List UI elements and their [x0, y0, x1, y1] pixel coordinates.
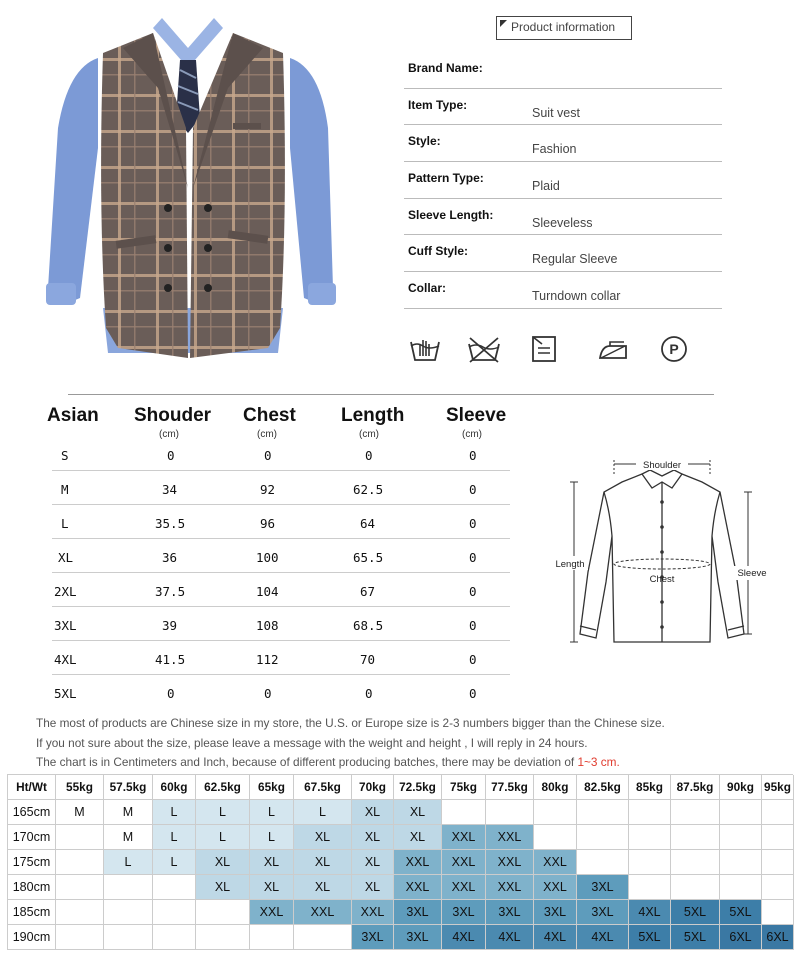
grid-size-cell: 6XL [762, 925, 794, 950]
grid-size-cell: XXL [486, 825, 534, 850]
size-cell: 37.5 [155, 584, 186, 599]
product-info-title: Product information [496, 16, 632, 40]
grid-size-cell: 4XL [534, 925, 577, 950]
info-value: Fashion [532, 142, 577, 157]
size-cell: 0 [469, 550, 477, 565]
info-value: Plaid [532, 179, 560, 194]
info-value: Sleeveless [532, 215, 593, 230]
info-value: Regular Sleeve [532, 252, 618, 267]
grid-size-cell: 4XL [486, 925, 534, 950]
grid-size-cell [720, 825, 762, 850]
grid-size-cell [153, 875, 196, 900]
grid-weight-header: 95kg [762, 775, 794, 800]
grid-size-cell: 3XL [486, 900, 534, 925]
svg-text:P: P [669, 341, 679, 357]
size-cell: 0 [167, 448, 175, 463]
info-label: Pattern Type: [408, 171, 484, 186]
grid-size-cell: L [153, 825, 196, 850]
size-cell: 64 [360, 516, 376, 531]
info-row-cuff-style [404, 235, 722, 272]
size-cell: 65.5 [353, 550, 384, 565]
grid-weight-header: 82.5kg [577, 775, 629, 800]
size-cell: 0 [469, 482, 477, 497]
grid-size-cell: XL [294, 825, 352, 850]
grid-size-cell: L [153, 850, 196, 875]
size-cell: XL [58, 550, 74, 565]
size-cell: M [61, 482, 69, 497]
grid-weight-header: 80kg [534, 775, 577, 800]
grid-size-cell [534, 800, 577, 825]
grid-weight-header: 87.5kg [671, 775, 720, 800]
grid-size-cell: 6XL [720, 925, 762, 950]
size-cell: 0 [469, 652, 477, 667]
height-weight-size-grid [7, 774, 793, 950]
size-cell: S [61, 448, 69, 463]
note-line: The most of products are Chinese size in my store, the U.S. or Europe size is 2-3 numbers bigger than the Chinese size. [36, 716, 665, 730]
grid-size-cell [56, 875, 104, 900]
grid-size-cell [577, 825, 629, 850]
grid-size-cell [671, 800, 720, 825]
grid-size-cell [762, 800, 794, 825]
grid-size-cell [720, 800, 762, 825]
grid-size-cell: XL [196, 850, 250, 875]
grid-size-cell: M [56, 800, 104, 825]
grid-height-header: 175cm [8, 850, 56, 875]
size-row [52, 573, 510, 607]
note-deviation: 1~3 cm. [577, 755, 620, 769]
grid-size-cell: XL [294, 850, 352, 875]
grid-size-cell [250, 925, 294, 950]
grid-size-cell: XL [250, 850, 294, 875]
iron-icon [596, 334, 630, 364]
section-divider [68, 394, 714, 395]
grid-size-cell: XXL [442, 850, 486, 875]
size-cell: 67 [360, 584, 376, 599]
grid-size-cell [56, 925, 104, 950]
grid-size-cell: XXL [442, 825, 486, 850]
info-row-pattern [404, 162, 722, 199]
grid-size-cell [196, 900, 250, 925]
size-row [52, 471, 510, 505]
size-row [52, 607, 510, 641]
grid-size-cell: 4XL [442, 925, 486, 950]
size-unit: (cm) [462, 429, 482, 440]
diagram-shoulder-label: Shoulder [642, 460, 682, 471]
grid-size-cell: XXL [394, 875, 442, 900]
grid-size-cell: XXL [534, 875, 577, 900]
info-label: Style: [408, 134, 441, 149]
size-cell: 96 [260, 516, 276, 531]
grid-size-cell: XXL [486, 850, 534, 875]
size-unit: (cm) [359, 429, 379, 440]
grid-size-cell: M [104, 825, 153, 850]
grid-size-cell: XXL [294, 900, 352, 925]
grid-weight-header: 70kg [352, 775, 394, 800]
size-header-chest: Chest [243, 405, 296, 426]
info-row-style [404, 125, 722, 162]
grid-size-cell: L [250, 825, 294, 850]
grid-size-cell: 5XL [720, 900, 762, 925]
measurement-diagram [552, 452, 772, 652]
size-header-length: Length [341, 405, 405, 426]
grid-size-cell: 3XL [577, 875, 629, 900]
grid-size-cell [104, 875, 153, 900]
grid-size-cell: XXL [486, 875, 534, 900]
grid-weight-header: 85kg [629, 775, 671, 800]
info-label: Item Type: [408, 97, 468, 112]
size-cell: 41.5 [155, 652, 186, 667]
size-cell: 0 [469, 516, 477, 531]
grid-size-cell: 5XL [671, 925, 720, 950]
grid-weight-header: 65kg [250, 775, 294, 800]
grid-size-cell [486, 800, 534, 825]
grid-size-cell: L [104, 850, 153, 875]
grid-size-cell [104, 900, 153, 925]
grid-size-cell [720, 850, 762, 875]
grid-size-cell: XL [352, 800, 394, 825]
info-value: Suit vest [532, 105, 580, 120]
diagram-sleeve-label: Sleeve [737, 568, 767, 579]
grid-size-cell: XXL [394, 850, 442, 875]
info-label: Sleeve Length: [408, 207, 494, 222]
grid-size-cell [629, 850, 671, 875]
size-cell: 36 [162, 550, 178, 565]
diagram-length-label: Length [555, 559, 585, 570]
size-cell: 62.5 [353, 482, 384, 497]
grid-size-cell [629, 825, 671, 850]
grid-size-cell [671, 875, 720, 900]
hand-wash-icon [408, 334, 442, 364]
size-cell: 34 [162, 482, 178, 497]
grid-size-cell: L [196, 825, 250, 850]
product-photo-vest [28, 8, 358, 378]
grid-size-cell: M [104, 800, 153, 825]
grid-size-cell: L [294, 800, 352, 825]
size-cell: 92 [260, 482, 276, 497]
info-label: Cuff Style: [408, 244, 468, 259]
grid-size-cell: 3XL [577, 900, 629, 925]
note-line: If you not sure about the size, please leave a message with the weight and height , I will reply in 24 hours. [36, 735, 588, 750]
product-info-rows [404, 52, 722, 309]
grid-size-cell [534, 825, 577, 850]
size-cell: 0 [469, 686, 477, 701]
grid-size-cell: 5XL [671, 900, 720, 925]
tumble-dry-icon [530, 334, 560, 364]
size-cell: 2XL [54, 584, 77, 599]
grid-size-cell: XL [196, 875, 250, 900]
grid-size-cell: XL [294, 875, 352, 900]
note-text: The chart is in Centimeters and Inch, because of different producing batches, there may be deviation of [36, 755, 575, 769]
grid-size-cell [762, 875, 794, 900]
grid-size-cell: XXL [250, 900, 294, 925]
size-row [52, 675, 510, 709]
grid-size-cell: XXL [534, 850, 577, 875]
grid-size-cell: XL [352, 825, 394, 850]
size-cell: 100 [256, 550, 279, 565]
size-cell: 0 [365, 686, 373, 701]
size-cell: 35.5 [155, 516, 186, 531]
grid-weight-header: 75kg [442, 775, 486, 800]
grid-size-cell: XXL [352, 900, 394, 925]
size-cell: 0 [264, 448, 272, 463]
size-cell: 0 [469, 618, 477, 633]
grid-weight-header: 67.5kg [294, 775, 352, 800]
size-row [52, 437, 510, 471]
grid-size-cell [104, 925, 153, 950]
grid-weight-header: 55kg [56, 775, 104, 800]
grid-size-cell: 3XL [534, 900, 577, 925]
grid-size-cell [196, 925, 250, 950]
grid-size-cell [720, 875, 762, 900]
note-line [36, 753, 665, 773]
diagram-chest-label: Chest [649, 574, 675, 585]
care-icons [408, 334, 718, 366]
size-cell: 3XL [54, 618, 77, 633]
info-row-collar [404, 272, 722, 309]
size-header-asian: Asian [47, 405, 99, 426]
info-row-item-type [404, 89, 722, 126]
grid-weight-header: 72.5kg [394, 775, 442, 800]
size-cell: L [61, 516, 69, 531]
grid-height-header: 165cm [8, 800, 56, 825]
grid-size-cell [153, 925, 196, 950]
size-row [52, 641, 510, 675]
size-header-shoulder: Shouder [134, 405, 212, 426]
grid-size-cell: L [196, 800, 250, 825]
size-unit: (cm) [257, 429, 277, 440]
grid-size-cell: 3XL [394, 900, 442, 925]
grid-size-cell [762, 900, 794, 925]
grid-size-cell: 5XL [629, 925, 671, 950]
grid-size-cell [577, 800, 629, 825]
grid-weight-header: 77.5kg [486, 775, 534, 800]
grid-weight-header: 60kg [153, 775, 196, 800]
grid-weight-header: 90kg [720, 775, 762, 800]
grid-size-cell: XL [352, 875, 394, 900]
size-cell: 112 [256, 652, 279, 667]
grid-size-cell [56, 825, 104, 850]
size-cell: 5XL [54, 686, 77, 701]
size-cell: 0 [365, 448, 373, 463]
size-cell: 0 [469, 448, 477, 463]
grid-height-header: 190cm [8, 925, 56, 950]
grid-size-cell [762, 825, 794, 850]
size-row [52, 539, 510, 573]
grid-size-cell: XL [394, 800, 442, 825]
info-label: Brand Name: [408, 61, 483, 75]
grid-size-cell: XXL [442, 875, 486, 900]
size-cell: 39 [162, 618, 178, 633]
info-row-brand [404, 52, 722, 89]
grid-height-header: 170cm [8, 825, 56, 850]
grid-size-cell: 3XL [394, 925, 442, 950]
info-value: Turndown collar [532, 289, 621, 304]
grid-size-cell: 3XL [442, 900, 486, 925]
grid-weight-header: 62.5kg [196, 775, 250, 800]
size-cell: 104 [256, 584, 279, 599]
size-cell: 70 [360, 652, 376, 667]
size-notes [36, 714, 665, 773]
grid-weight-header: 57.5kg [104, 775, 153, 800]
dry-clean-p-icon [658, 334, 690, 364]
grid-size-cell: XL [394, 825, 442, 850]
size-cell: 0 [469, 584, 477, 599]
grid-height-header: 185cm [8, 900, 56, 925]
size-row [52, 505, 510, 539]
grid-size-cell [442, 800, 486, 825]
grid-size-cell [56, 850, 104, 875]
grid-size-cell: 4XL [577, 925, 629, 950]
grid-size-cell: 3XL [352, 925, 394, 950]
grid-height-header: 180cm [8, 875, 56, 900]
grid-size-cell [762, 850, 794, 875]
grid-size-cell: XL [352, 850, 394, 875]
grid-size-cell [56, 900, 104, 925]
grid-size-cell [577, 850, 629, 875]
size-cell: 0 [264, 686, 272, 701]
size-unit: (cm) [159, 429, 179, 440]
grid-size-cell [671, 825, 720, 850]
grid-size-cell [294, 925, 352, 950]
grid-size-cell: L [250, 800, 294, 825]
size-cell: 0 [167, 686, 175, 701]
size-header-sleeve: Sleeve [446, 405, 507, 426]
no-wash-icon [466, 334, 502, 364]
grid-corner-label: Ht/Wt [8, 775, 56, 800]
grid-size-cell: 4XL [629, 900, 671, 925]
grid-size-cell [153, 900, 196, 925]
grid-size-cell: L [153, 800, 196, 825]
size-cell: 68.5 [353, 618, 384, 633]
grid-size-cell [629, 875, 671, 900]
size-cell: 108 [256, 618, 279, 633]
grid-size-cell [629, 800, 671, 825]
grid-size-cell: XL [250, 875, 294, 900]
info-row-sleeve-length [404, 199, 722, 236]
size-cell: 4XL [54, 652, 77, 667]
info-label: Collar: [408, 281, 447, 296]
grid-size-cell [671, 850, 720, 875]
